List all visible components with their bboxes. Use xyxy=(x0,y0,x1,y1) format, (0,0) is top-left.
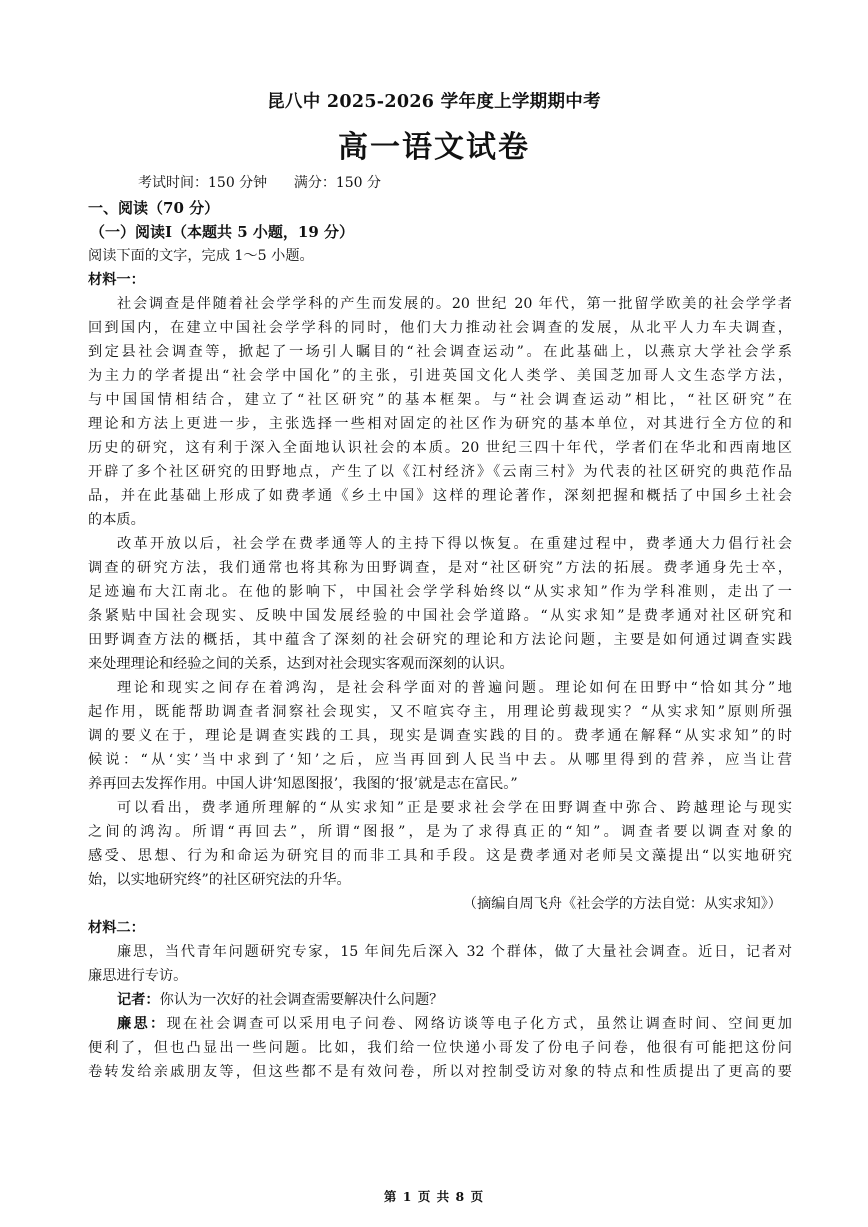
material1-line: 改革开放以后，社会学在费孝通等人的主持下得以恢复。在重建过程中，费孝通大力倡行社会 xyxy=(117,536,792,552)
exam-body xyxy=(88,196,792,1084)
material1-line: 养再回去发挥作用。中国人讲‘知恩图报’，我图的‘报’就是志在富民。” xyxy=(88,776,518,792)
answer-speaker: 廉思： xyxy=(117,1016,167,1032)
material1-line: 调查的研究方法，我们通常也将其称为田野调查，是对“社区研究”方法的拓展。费孝通身先士卒， xyxy=(88,560,792,576)
material1-source: （摘编自周飞舟《社会学的方法自觉：从实求知》） xyxy=(462,896,782,912)
material1-line: 来处理理论和经验之间的关系，达到对社会现实客观而深刻的认识。 xyxy=(88,656,514,672)
question-text: 你认为一次好的社会调查需要解决什么问题？ xyxy=(159,992,444,1008)
material1-line: 足迹遍布大江南北。在他的影响下，中国社会学学科始终以“从实求知”作为学科准则，走出了一 xyxy=(88,584,792,600)
material1-line: 社会调查是伴随着社会学学科的产生而发展的。20 世纪 20 年代，第一批留学欧美的社会学学者 xyxy=(117,296,792,312)
material1-line: 理论和方法上更进一步，主张选择一些相对固定的社区作为研究的基本单位，对其进行全方位的和 xyxy=(88,416,792,432)
material1-line: 开辟了多个社区研究的田野地点，产生了以《江村经济》《云南三村》为代表的社区研究的典范作品 xyxy=(88,464,792,480)
material1-line: 历史的研究，这有利于深入全面地认识社会的本质。20 世纪三四十年代，学者们在华北和西南地区 xyxy=(88,440,792,456)
question-speaker: 记者： xyxy=(117,992,160,1008)
material1-line: 品，并在此基础上形成了如费孝通《乡土中国》这样的理论著作，深刻把握和概括了中国乡土社会 xyxy=(88,488,792,504)
interview-answer-line: 便利了，但也凸显出一些问题。比如，我们给一位快递小哥发了份电子问卷，他很有可能把这份问 xyxy=(88,1040,792,1056)
interview-answer-first-line xyxy=(88,1012,792,1036)
material1-line: 田野调查方法的概括，其中蕴含了深刻的社会研究的理论和方法论问题，主要是如何通过调查实践 xyxy=(88,632,792,648)
exam-title: 高一语文试卷 xyxy=(338,130,530,165)
material2-intro-line: 廉思进行专访。 xyxy=(88,968,188,984)
exam-info: 考试时间：150 分钟 满分：150 分 xyxy=(138,175,382,191)
material1-line: 与中国国情相结合，建立了“社区研究”的基本框架。与“社会调查运动”相比，“社区研究”在 xyxy=(88,392,792,408)
material1-line: 可以看出，费孝通所理解的“从实求知”正是要求社会学在田野调查中弥合、跨越理论与现实 xyxy=(117,800,792,816)
material1-line: 调的要义在于，理论是调查实践的工具，现实是调查实践的目的。费孝通在解释“从实求知”的时 xyxy=(88,728,792,744)
material2-intro-line: 廉思，当代青年问题研究专家，15 年间先后深入 32 个群体，做了大量社会调查。近日，记者对 xyxy=(117,944,792,960)
material1-line: 感受、思想、行为和命运为研究目的而非工具和手段。这是费孝通对老师吴文藻提出“以实地研究 xyxy=(88,848,792,864)
material1-line: 始，以实地研究终”的社区研究法的升华。 xyxy=(88,872,351,888)
material1-line: 候说：“从‘实’当中求到了‘知’之后，应当再回到人民当中去。从哪里得到的营养，应当让营 xyxy=(88,752,792,768)
exam-subtitle: 昆八中 2025-2026 学年度上学期期中考 xyxy=(267,92,601,112)
material1-line: 回到国内，在建立中国社会学学科的同时，他们大力推动社会调查的发展，从北平人力车夫调查， xyxy=(88,320,792,336)
interview-answer-line: 卷转发给亲戚朋友等，但这些都不是有效问卷，所以对控制受访对象的特点和性质提出了更高的要 xyxy=(88,1064,792,1080)
material2-label: 材料二： xyxy=(88,920,145,936)
section-heading: 一、阅读（70 分） xyxy=(88,199,220,217)
answer-text: 现在社会调查可以采用电子问卷、网络访谈等电子化方式，虽然让调查时间、空间更加 xyxy=(166,1016,792,1032)
interview-question xyxy=(88,988,792,1012)
material1-label: 材料一： xyxy=(88,272,145,288)
material1-line: 为主力的学者提出“社会学中国化”的主张，引进英国文化人类学、美国芝加哥人文生态学方法， xyxy=(88,368,792,384)
section-subheading: （一）阅读Ⅰ（本题共 5 小题，19 分） xyxy=(90,223,354,241)
page-number: 第 1 页 共 8 页 xyxy=(383,1189,485,1204)
material1-line: 的本质。 xyxy=(88,512,145,528)
material1-line: 起作用，既能帮助调查者洞察社会现实，又不喧宾夺主，用理论剪裁现实？“从实求知”原则所强 xyxy=(88,704,792,720)
material1-line: 到定县社会调查等，掀起了一场引人瞩目的“社会调查运动”。在此基础上，以燕京大学社会学系 xyxy=(88,344,792,360)
material1-line: 理论和现实之间存在着鸿沟，是社会科学面对的普遍问题。理论如何在田野中“恰如其分”地 xyxy=(117,680,792,696)
material1-line: 之间的鸿沟。所谓“再回去”，所谓“图报”，是为了求得真正的“知”。调查者要以调查对象的 xyxy=(88,824,792,840)
instruction-text: 阅读下面的文字，完成 1～5 小题。 xyxy=(88,248,314,264)
material1-line: 条紧贴中国社会现实、反映中国发展经验的中国社会学道路。“从实求知”是费孝通对社区研究和 xyxy=(88,608,792,624)
